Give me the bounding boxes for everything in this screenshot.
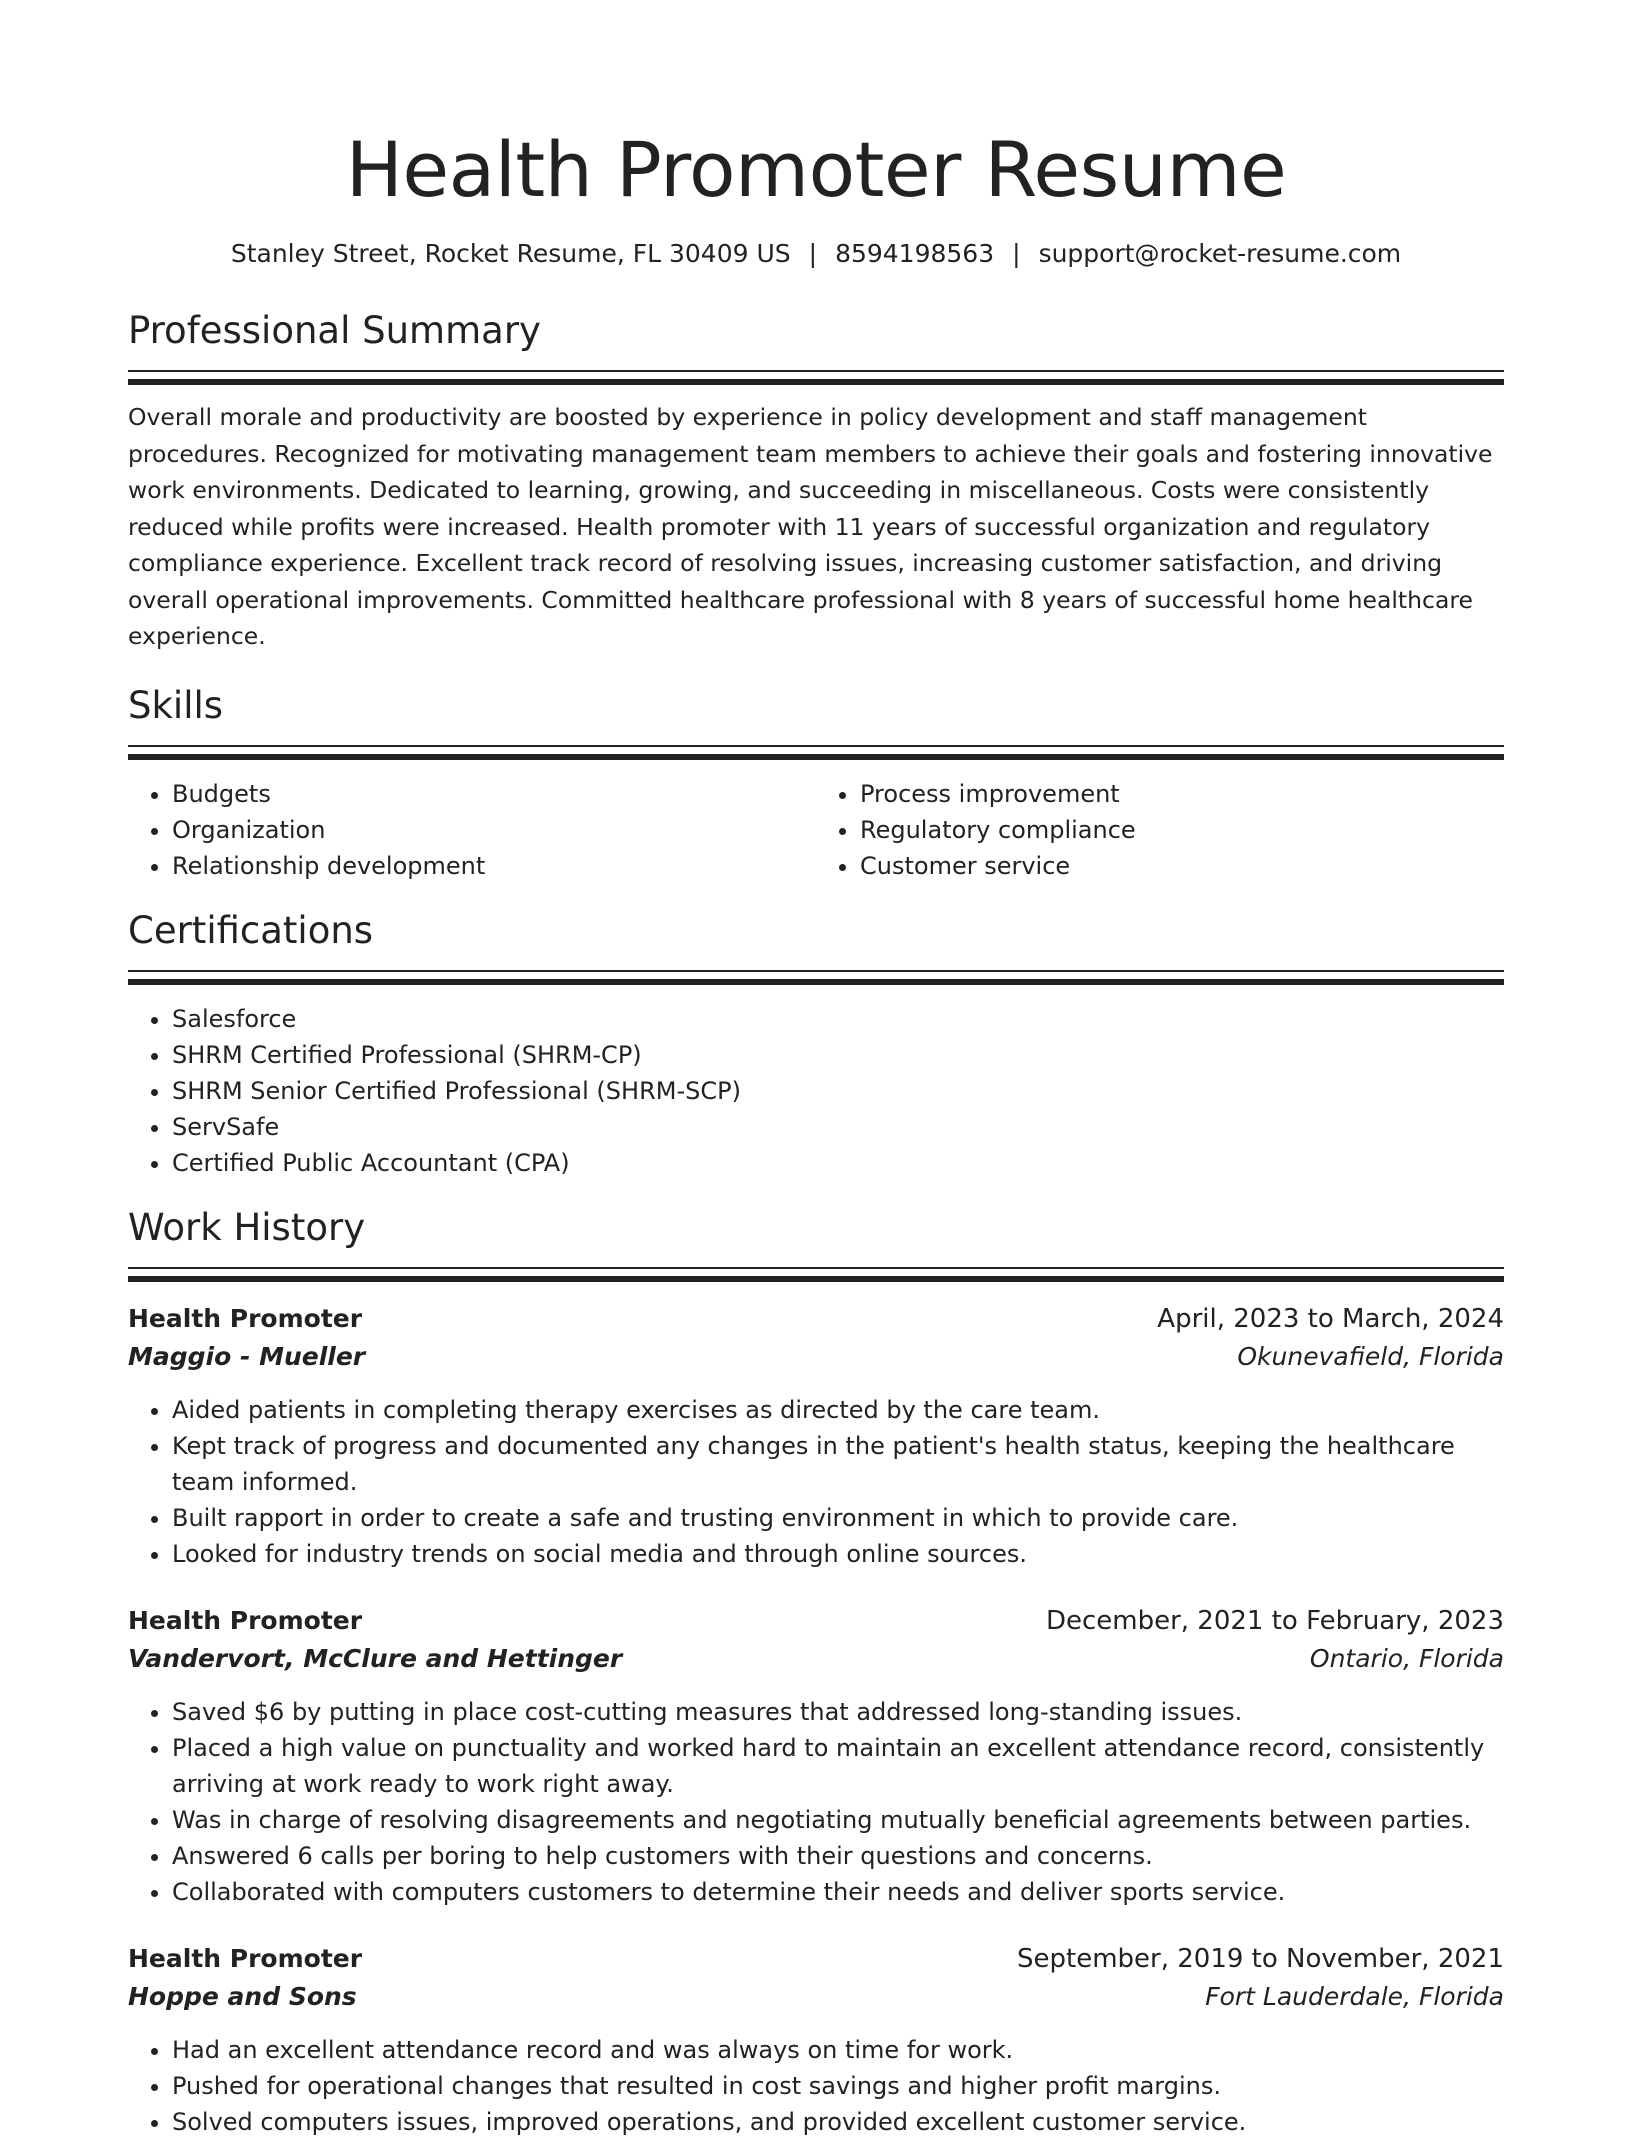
certification-item: • SHRM Certified Professional (SHRM-CP) — [172, 1037, 1504, 1073]
job-bullet: • Placed a high value on punctuality and worked hard to maintain an excellent attendance record, consistently arriving at work ready to work right away. — [172, 1730, 1504, 1802]
contact-line — [128, 236, 1504, 272]
job-dates: April, 2023 to March, 2024 — [1157, 1303, 1504, 1334]
job-bullet: • Looked for industry trends on social media and through online sources. — [172, 1536, 1504, 1572]
skill-item: • Customer service — [860, 848, 1504, 884]
certification-item: • Salesforce — [172, 1001, 1504, 1037]
skill-item: • Process improvement — [860, 776, 1504, 812]
job-header-row — [128, 1300, 1504, 1338]
job-bullet: • Had an excellent attendance record and was always on time for work. — [172, 2032, 1504, 2068]
skills-columns — [128, 776, 1504, 884]
contact-email: support@rocket-resume.com — [1038, 239, 1402, 268]
job-entry — [128, 1300, 1504, 1572]
job-company-row — [128, 1978, 1504, 2016]
skill-item: • Relationship development — [172, 848, 816, 884]
job-bullet: • Solved computers issues, improved operations, and provided excellent customer service. — [172, 2104, 1504, 2140]
job-header-row — [128, 1940, 1504, 1978]
job-bullet-list — [128, 1392, 1504, 1572]
summary-heading: Professional Summary — [128, 309, 541, 352]
section-divider-thin — [128, 970, 1504, 972]
contact-separator: | — [808, 239, 818, 268]
job-title: Health Promoter — [128, 1605, 363, 1635]
job-bullet: • Kept track of progress and documented any changes in the patient's health status, keeping the healthcare team informed. — [172, 1428, 1504, 1500]
section-divider-thick — [128, 754, 1504, 760]
resume-page — [128, 0, 1504, 2140]
summary-section — [128, 306, 1504, 655]
work-history-section — [128, 1203, 1504, 2140]
job-company-row — [128, 1640, 1504, 1678]
section-divider-thick — [128, 379, 1504, 385]
job-title: Health Promoter — [128, 1303, 363, 1333]
section-divider-thin — [128, 1267, 1504, 1269]
job-company-row — [128, 1338, 1504, 1376]
job-entry — [128, 1940, 1504, 2140]
job-header-row — [128, 1602, 1504, 1640]
skill-item: • Budgets — [172, 776, 816, 812]
job-bullet: • Pushed for operational changes that resulted in cost savings and higher profit margins. — [172, 2068, 1504, 2104]
work-history-heading: Work History — [128, 1205, 366, 1249]
skill-item: • Organization — [172, 812, 816, 848]
job-company: Vandervort, McClure and Hettinger — [128, 1643, 623, 1673]
skills-list-right — [816, 776, 1504, 884]
job-location: Fort Lauderdale, Florida — [1205, 1981, 1504, 2011]
job-entry — [128, 1602, 1504, 1910]
job-bullet: • Collaborated with computers customers to determine their needs and deliver sports service. — [172, 1874, 1504, 1910]
job-bullet-list — [128, 1694, 1504, 1910]
job-location: Okunevafield, Florida — [1237, 1341, 1504, 1371]
skills-section — [128, 681, 1504, 884]
certifications-list — [128, 1001, 1504, 1181]
job-company: Hoppe and Sons — [128, 1981, 357, 2011]
job-dates: December, 2021 to February, 2023 — [1045, 1605, 1504, 1636]
section-divider-thick — [128, 1276, 1504, 1282]
page-title: Health Promoter Resume — [345, 125, 1287, 214]
certification-item: • Certified Public Accountant (CPA) — [172, 1145, 1504, 1181]
job-dates: September, 2019 to November, 2021 — [1017, 1943, 1504, 1974]
job-bullet: • Was in charge of resolving disagreements and negotiating mutually beneficial agreements between parties. — [172, 1802, 1504, 1838]
certifications-section — [128, 906, 1504, 1181]
job-company: Maggio - Mueller — [128, 1341, 366, 1371]
section-divider-thin — [128, 745, 1504, 747]
contact-phone: 8594198563 — [835, 239, 995, 268]
section-divider-thick — [128, 979, 1504, 985]
skills-list-left — [128, 776, 816, 884]
certification-item: • ServSafe — [172, 1109, 1504, 1145]
contact-separator: | — [1012, 239, 1021, 268]
certifications-heading: Certifications — [128, 908, 374, 952]
job-title: Health Promoter — [128, 1943, 363, 1973]
contact-address: Stanley Street, Rocket Resume, FL 30409 US — [230, 239, 791, 268]
job-bullet-list — [128, 2032, 1504, 2140]
job-location: Ontario, Florida — [1309, 1643, 1504, 1673]
job-bullet: • Saved $6 by putting in place cost-cutting measures that addressed long-standing issues. — [172, 1694, 1504, 1730]
job-bullet: • Aided patients in completing therapy exercises as directed by the care team. — [172, 1392, 1504, 1428]
certification-item: • SHRM Senior Certified Professional (SHRM-SCP) — [172, 1073, 1504, 1109]
job-bullet: • Answered 6 calls per boring to help customers with their questions and concerns. — [172, 1838, 1504, 1874]
skill-item: • Regulatory compliance — [860, 812, 1504, 848]
skills-heading: Skills — [128, 683, 224, 727]
section-divider-thin — [128, 370, 1504, 372]
job-bullet: • Built rapport in order to create a safe and trusting environment in which to provide care. — [172, 1500, 1504, 1536]
summary-text: Overall morale and productivity are boosted by experience in policy development and staff management procedures. Recognized for motivating management team members to achieve their goals and fostering innovative work environments. Dedicated to learning, growing, and succeeding in miscellaneous. Costs were consistently reduced while profits were increased. Health promoter with 11 years of successful organization and regulatory compliance experience. Excellent track record of resolving issues, increasing customer satisfaction, and driving overall operational improvements. Committed healthcare professional with 8 years of successful home healthcare experience. — [128, 403, 1493, 650]
